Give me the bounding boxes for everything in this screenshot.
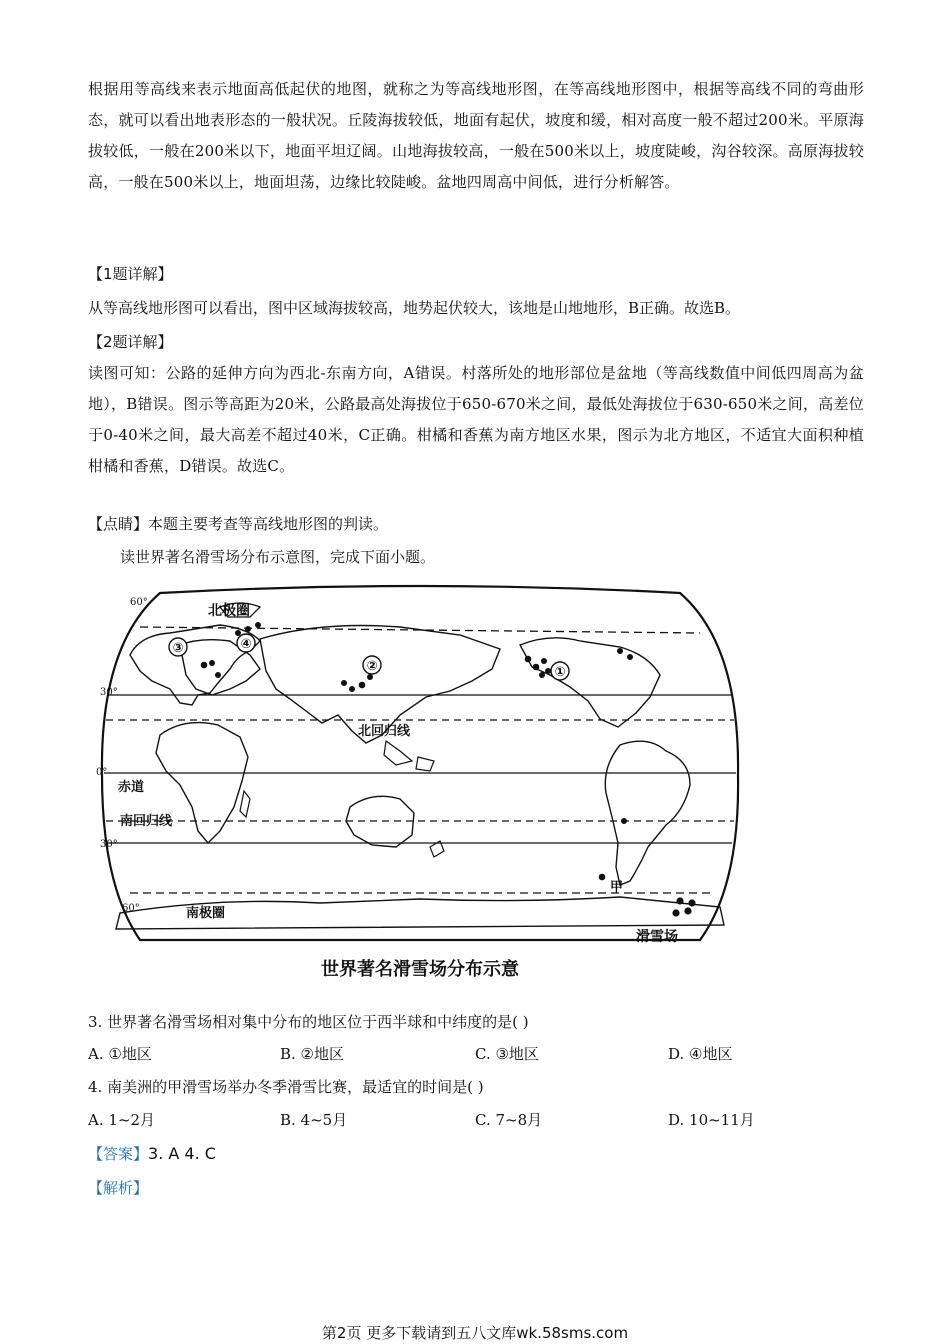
label-arctic-circle: 北极圈: [208, 603, 250, 619]
map-title: 世界著名滑雪场分布示意: [321, 959, 519, 980]
marker-3: ③: [172, 641, 184, 656]
q1-detail: 从等高线地形图可以看出，图中区域海拔较高，地势起伏较大，该地是山地地形，B正确。故选B。: [88, 299, 741, 317]
q3-option-b: B. ②地区: [280, 1045, 345, 1063]
answer-label: 【答案】: [88, 1145, 149, 1163]
answer-text: 3. A 4. C: [148, 1144, 216, 1163]
label-antarctic-circle: 南极圈: [186, 906, 226, 921]
lat-tick-60s: 60°: [122, 903, 140, 914]
label-tropic-south: 南回归线: [120, 814, 173, 829]
q3-option-a: A. ①地区: [88, 1045, 152, 1063]
note-text: 【点睛】本题主要考查等高线地形图的判读。: [88, 515, 389, 533]
instruction-text: 读世界著名滑雪场分布示意图，完成下面小题。: [120, 548, 436, 566]
analysis-line: [88, 1176, 148, 1200]
answer-line: [88, 1142, 216, 1166]
label-tropic-north: 北回归线: [358, 724, 411, 739]
q3-stem: 3. 世界著名滑雪场相对集中分布的地区位于西半球和中纬度的是( ): [88, 1013, 529, 1031]
lat-tick-30s: 30°: [100, 839, 118, 850]
q4-option-b: B. 4~5月: [280, 1111, 348, 1129]
q4-option-a: A. 1~2月: [88, 1111, 156, 1129]
marker-4: ④: [240, 637, 252, 652]
marker-2: ②: [366, 659, 378, 674]
marker-1: ①: [554, 665, 566, 680]
q4-option-d: D. 10~11月: [668, 1111, 755, 1129]
ski-resort-world-map: [96, 585, 740, 985]
q1-heading: 【1题详解】: [88, 265, 173, 283]
lat-tick-30n: 30°: [100, 687, 118, 698]
legend-ski-resort: 滑雪场: [636, 929, 678, 945]
page-footer: 第2页 更多下载请到五八文库wk.58sms.com: [321, 1324, 629, 1342]
q3-option-d: D. ④地区: [668, 1045, 733, 1063]
intro-paragraph: 根据用等高线来表示地面高低起伏的地图，就称之为等高线地形图，在等高线地形图中，根据等高线不同的弯曲形态，就可以看出地表形态的一般状况。丘陵海拔较低，地面有起伏，坡度和缓，相对高度一般不超过200米。平原海拔较低，一般在200米以下，地面平坦辽阔。山地海拔较高，一般在500米以上，坡度陡峻，沟谷较深。高原海拔较高，一般在500米以上，地面坦荡，边缘比较陡峻。盆地四周高中间低，进行分析解答。: [88, 80, 864, 191]
q2-heading: 【2题详解】: [88, 333, 173, 351]
label-jia: 甲: [610, 880, 624, 895]
q4-option-c: C. 7~8月: [475, 1111, 543, 1129]
lat-tick-60n: 60°: [130, 597, 148, 608]
q2-detail: 读图可知：公路的延伸方向为西北-东南方向，A错误。村落所处的地形部位是盆地（等高线数值中间低四周高为盆地），B错误。图示等高距为20米，公路最高处海拔位于650-670米之间，最低处海拔位于630-650米之间，高差位于0-40米之间，最大高差不超过40米，C正确。柑橘和香蕉为南方地区水果，图示为北方地区，不适宜大面积种植柑橘和香蕉，D错误。故选C。: [88, 364, 864, 475]
label-equator: 赤道: [118, 780, 145, 795]
q3-option-c: C. ③地区: [475, 1045, 539, 1063]
q4-stem: 4. 南美洲的甲滑雪场举办冬季滑雪比赛，最适宜的时间是( ): [88, 1078, 484, 1096]
lat-tick-0: 0°: [96, 767, 108, 778]
analysis-label: 【解析】: [88, 1179, 149, 1197]
